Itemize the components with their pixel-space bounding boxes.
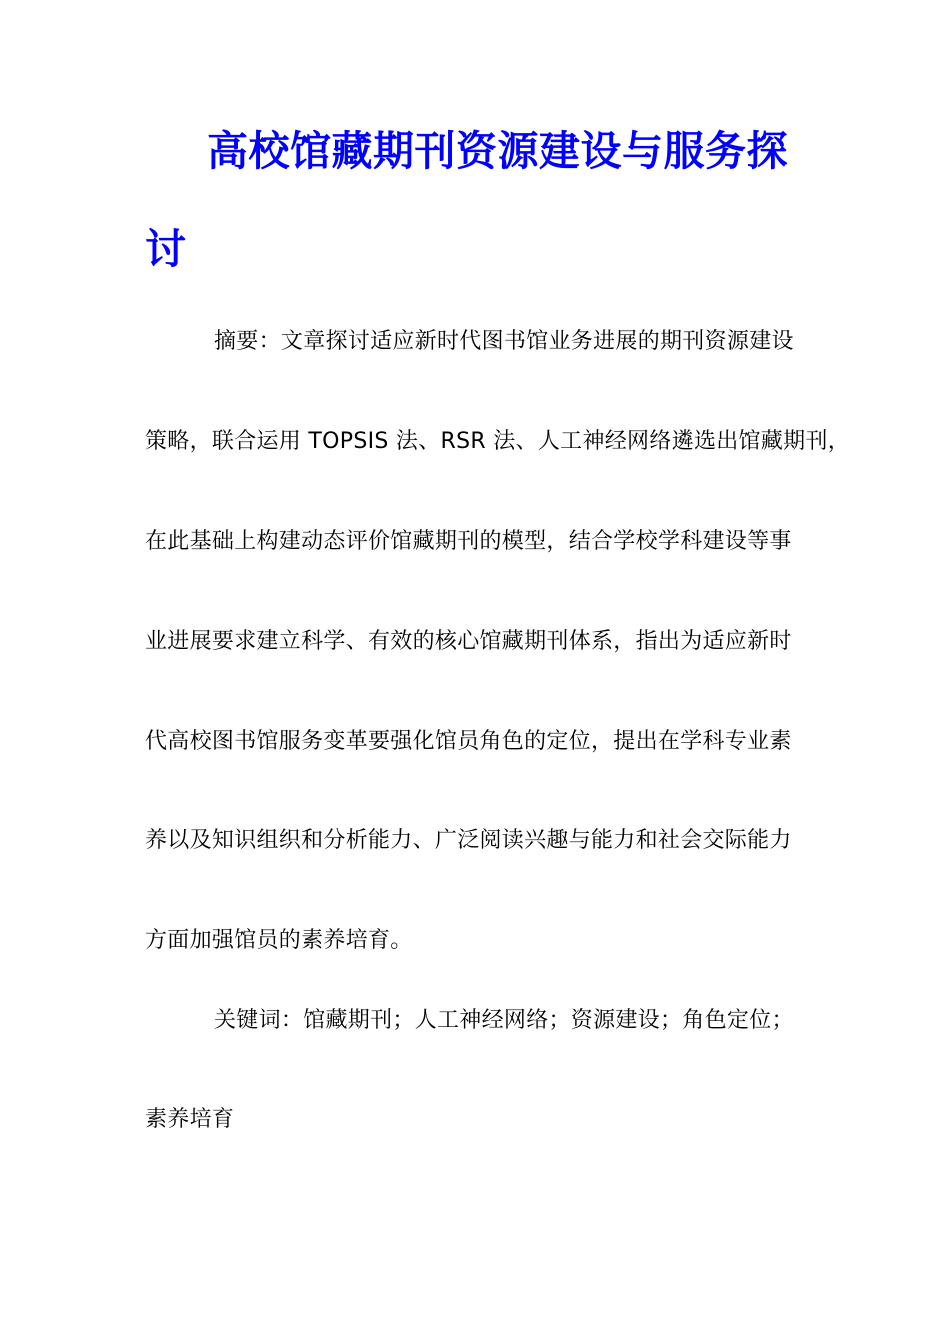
document-title-line-1: 高校馆藏期刊资源建设与服务探	[207, 127, 788, 175]
abstract-line: 摘要：文章探讨适应新时代图书馆业务进展的期刊资源建设	[214, 329, 794, 354]
keywords-line: 关键词：馆藏期刊；人工神经网络；资源建设；角色定位；	[214, 1008, 794, 1033]
abstract-line: 代高校图书馆服务变革要强化馆员角色的定位，提出在学科专业素	[145, 729, 792, 754]
abstract-line: 养以及知识组织和分析能力、广泛阅读兴趣与能力和社会交际能力	[145, 828, 792, 853]
abstract-line: 策略，联合运用 TOPSIS 法、RSR 法、人工神经网络遴选出馆藏期刊，	[145, 429, 851, 454]
abstract-line: 方面加强馆员的素养培育。	[145, 928, 413, 953]
abstract-line: 业进展要求建立科学、有效的核心馆藏期刊体系，指出为适应新时	[145, 629, 792, 654]
abstract-line: 在此基础上构建动态评价馆藏期刊的模型，结合学校学科建设等事	[145, 529, 792, 554]
keywords-line: 素养培育	[145, 1107, 235, 1132]
document-title-line-2: 讨	[145, 225, 187, 273]
